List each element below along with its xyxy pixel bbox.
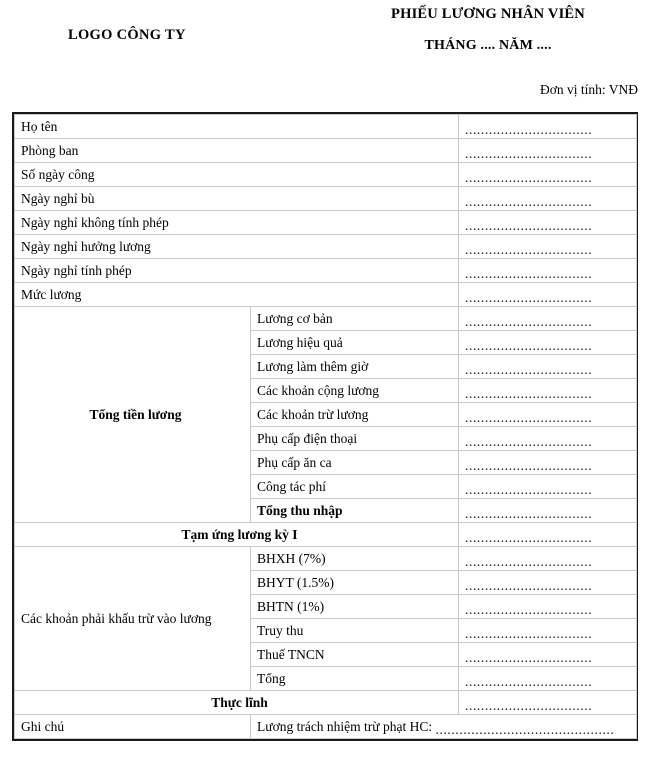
group-label-tong-tien-luong: Tổng tiền lương: [15, 307, 251, 523]
fill-dots: ................................: [465, 602, 593, 617]
row-value-bhxh[interactable]: [459, 547, 637, 571]
table-row: [15, 139, 637, 163]
row-label-tong-thu-nhap: Tổng thu nhập: [251, 499, 459, 523]
row-value-truy-thu[interactable]: [459, 619, 637, 643]
row-value-bhyt[interactable]: [459, 571, 637, 595]
fill-dots: ................................: [465, 530, 593, 545]
table-row: [15, 259, 637, 283]
table-row: [15, 211, 637, 235]
ghi-chu-prefix: Lương trách nhiệm trừ phạt HC:: [257, 719, 436, 734]
row-value-tam-ung-luong-ky-1[interactable]: [459, 523, 637, 547]
fill-dots: ................................: [465, 242, 593, 257]
fill-dots: ................................: [465, 506, 593, 521]
company-logo-text: LOGO CÔNG TY: [68, 27, 186, 43]
payslip-table-frame: [12, 112, 638, 741]
row-value-bhtn[interactable]: [459, 595, 637, 619]
page-subtitle-period: THÁNG .... NĂM ....: [424, 38, 552, 53]
row-value-ho-ten[interactable]: [459, 115, 637, 139]
fill-dots: ................................: [465, 146, 593, 161]
row-label-luong-co-ban: Lương cơ bản: [251, 307, 459, 331]
fill-dots: ................................: [465, 578, 593, 593]
fill-dots: ................................: [465, 194, 593, 209]
row-value-tong-khau-tru[interactable]: [459, 667, 637, 691]
fill-dots: ................................: [465, 218, 593, 233]
row-label-cong-tac-phi: Công tác phí: [251, 475, 459, 499]
row-value-ghi-chu[interactable]: [251, 715, 637, 739]
row-value-ngay-nghi-huong-luong[interactable]: [459, 235, 637, 259]
row-value-luong-lam-them-gio[interactable]: [459, 355, 637, 379]
row-value-cac-khoan-tru-luong[interactable]: [459, 403, 637, 427]
row-value-phong-ban[interactable]: [459, 139, 637, 163]
row-value-phu-cap-an-ca[interactable]: [459, 451, 637, 475]
group-label-cac-khoan-khau-tru: Các khoản phải khấu trừ vào lương: [15, 547, 251, 691]
payslip-table: [14, 114, 637, 739]
row-value-ngay-nghi-bu[interactable]: [459, 187, 637, 211]
row-label-bhtn: BHTN (1%): [251, 595, 459, 619]
row-label-bhxh: BHXH (7%): [251, 547, 459, 571]
row-label-phu-cap-dien-thoai: Phụ cấp điện thoại: [251, 427, 459, 451]
fill-dots: ................................: [465, 170, 593, 185]
fill-dots: ................................: [465, 698, 593, 713]
row-value-luong-hieu-qua[interactable]: [459, 331, 637, 355]
row-label-bhyt: BHYT (1.5%): [251, 571, 459, 595]
row-label-cac-khoan-tru-luong: Các khoản trừ lương: [251, 403, 459, 427]
row-label-truy-thu: Truy thu: [251, 619, 459, 643]
fill-dots: ................................: [465, 122, 593, 137]
fill-dots: ................................: [465, 338, 593, 353]
fill-dots: ................................: [465, 626, 593, 641]
row-label-luong-hieu-qua: Lương hiệu quả: [251, 331, 459, 355]
table-row: [15, 235, 637, 259]
row-label-cac-khoan-cong-luong: Các khoản cộng lương: [251, 379, 459, 403]
table-row: [15, 691, 637, 715]
row-label-phong-ban: Phòng ban: [15, 139, 459, 163]
page-title: PHIẾU LƯƠNG NHÂN VIÊN: [391, 6, 585, 22]
currency-unit-note: Đơn vị tính: VNĐ: [539, 82, 638, 97]
row-value-cac-khoan-cong-luong[interactable]: [459, 379, 637, 403]
row-value-ngay-nghi-khong-tinh-phep[interactable]: [459, 211, 637, 235]
row-label-tong-khau-tru: Tổng: [251, 667, 459, 691]
fill-dots: ................................: [465, 290, 593, 305]
row-label-ngay-nghi-bu: Ngày nghỉ bù: [15, 187, 459, 211]
table-row: [15, 115, 637, 139]
row-label-ngay-nghi-khong-tinh-phep: Ngày nghỉ không tính phép: [15, 211, 459, 235]
row-value-ngay-nghi-tinh-phep[interactable]: [459, 259, 637, 283]
fill-dots: ................................: [465, 458, 593, 473]
row-value-phu-cap-dien-thoai[interactable]: [459, 427, 637, 451]
table-row: [15, 283, 637, 307]
row-value-muc-luong[interactable]: [459, 283, 637, 307]
row-value-thue-tncn[interactable]: [459, 643, 637, 667]
row-label-ghi-chu: Ghi chú: [15, 715, 251, 739]
row-label-muc-luong: Mức lương: [15, 283, 459, 307]
row-label-phu-cap-an-ca: Phụ cấp ăn ca: [251, 451, 459, 475]
row-label-luong-lam-them-gio: Lương làm thêm giờ: [251, 355, 459, 379]
row-label-ngay-nghi-tinh-phep: Ngày nghỉ tính phép: [15, 259, 459, 283]
table-row: [15, 187, 637, 211]
row-value-luong-co-ban[interactable]: [459, 307, 637, 331]
row-label-tam-ung-luong-ky-1: Tạm ứng lương kỳ I: [15, 523, 459, 547]
fill-dots: .............................................: [435, 722, 615, 737]
row-label-ho-ten: Họ tên: [15, 115, 459, 139]
fill-dots: ................................: [465, 650, 593, 665]
row-value-cong-tac-phi[interactable]: [459, 475, 637, 499]
table-row: [15, 715, 637, 739]
row-value-tong-thu-nhap[interactable]: [459, 499, 637, 523]
table-row: [15, 163, 637, 187]
row-label-thuc-linh: Thực lĩnh: [15, 691, 459, 715]
fill-dots: ................................: [465, 410, 593, 425]
fill-dots: ................................: [465, 482, 593, 497]
row-label-ngay-nghi-huong-luong: Ngày nghỉ hưởng lương: [15, 235, 459, 259]
fill-dots: ................................: [465, 554, 593, 569]
row-label-thue-tncn: Thuế TNCN: [251, 643, 459, 667]
fill-dots: ................................: [465, 362, 593, 377]
payslip-table-body: [15, 115, 637, 739]
table-row: [15, 523, 637, 547]
fill-dots: ................................: [465, 266, 593, 281]
row-label-so-ngay-cong: Số ngày công: [15, 163, 459, 187]
document-header: [0, 0, 650, 106]
fill-dots: ................................: [465, 434, 593, 449]
fill-dots: ................................: [465, 386, 593, 401]
table-row: [15, 307, 637, 331]
row-value-so-ngay-cong[interactable]: [459, 163, 637, 187]
fill-dots: ................................: [465, 314, 593, 329]
row-value-thuc-linh[interactable]: [459, 691, 637, 715]
table-row: [15, 547, 637, 571]
fill-dots: ................................: [465, 674, 593, 689]
